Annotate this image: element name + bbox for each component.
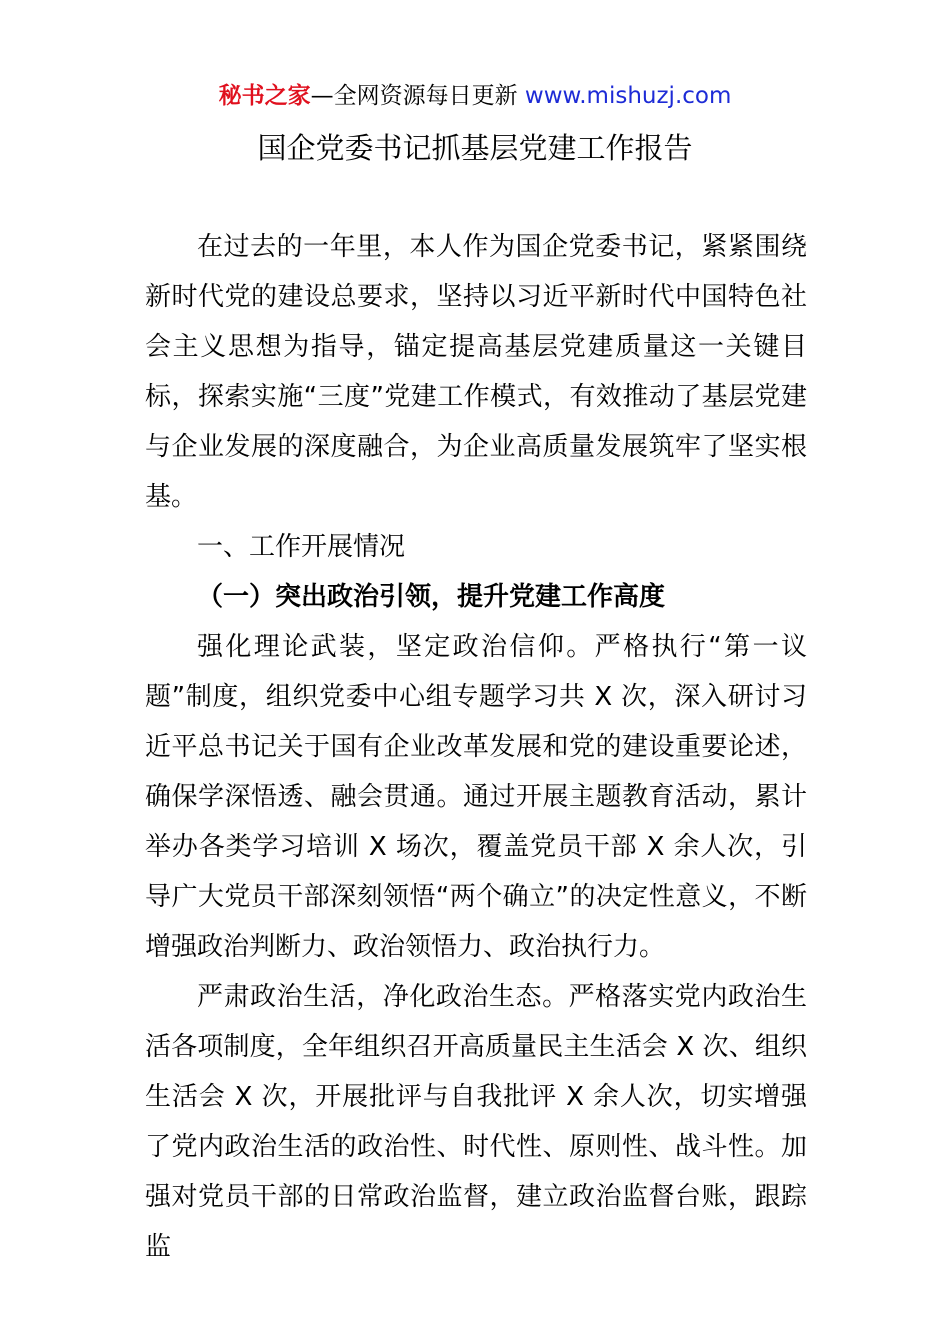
body-paragraph: 严肃政治生活，净化政治生态。严格落实党内政治生活各项制度，全年组织召开高质量民主生活会 X 次、组织生活会 X 次，开展批评与自我批评 X 余人次，切实增强了党内政治生活的政治性、时代性、原则性、战斗性。加强对党员干部的日常政治监督，建立政治监督台账，跟踪监 <box>145 982 807 1262</box>
intro-paragraph: 在过去的一年里，本人作为国企党委书记，紧紧围绕新时代党的建设总要求，坚持以习近平新时代中国特色社会主义思想为指导，锚定提高基层党建质量这一关键目标，探索实施“三度”党建工作模式，有效推动了基层党建与企业发展的深度融合，为企业高质量发展筑牢了坚实根基。 <box>145 232 807 512</box>
document-body <box>145 222 807 1272</box>
site-tagline: —全网资源每日更新 <box>310 83 518 109</box>
section-heading: 一、工作开展情况 <box>197 532 406 562</box>
subsection-heading: （一）突出政治引领，提升党建工作高度 <box>197 582 666 612</box>
site-header <box>0 80 950 112</box>
document-title: 国企党委书记抓基层党建工作报告 <box>257 131 693 165</box>
body-paragraph: 强化理论武装，坚定政治信仰。严格执行“第一议题”制度，组织党委中心组专题学习共 X 次，深入研讨习近平总书记关于国有企业改革发展和党的建设重要论述，确保学深悟透、融会贯通。通过开展主题教育活动，累计举办各类学习培训 X 场次，覆盖党员干部 X 余人次，引导广大党员干部深刻领悟“两个确立”的决定性意义，不断增强政治判断力、政治领悟力、政治执行力。 <box>145 632 807 962</box>
site-url[interactable]: www.mishuzj.com <box>524 83 732 109</box>
site-brand: 秘书之家 <box>218 83 311 109</box>
